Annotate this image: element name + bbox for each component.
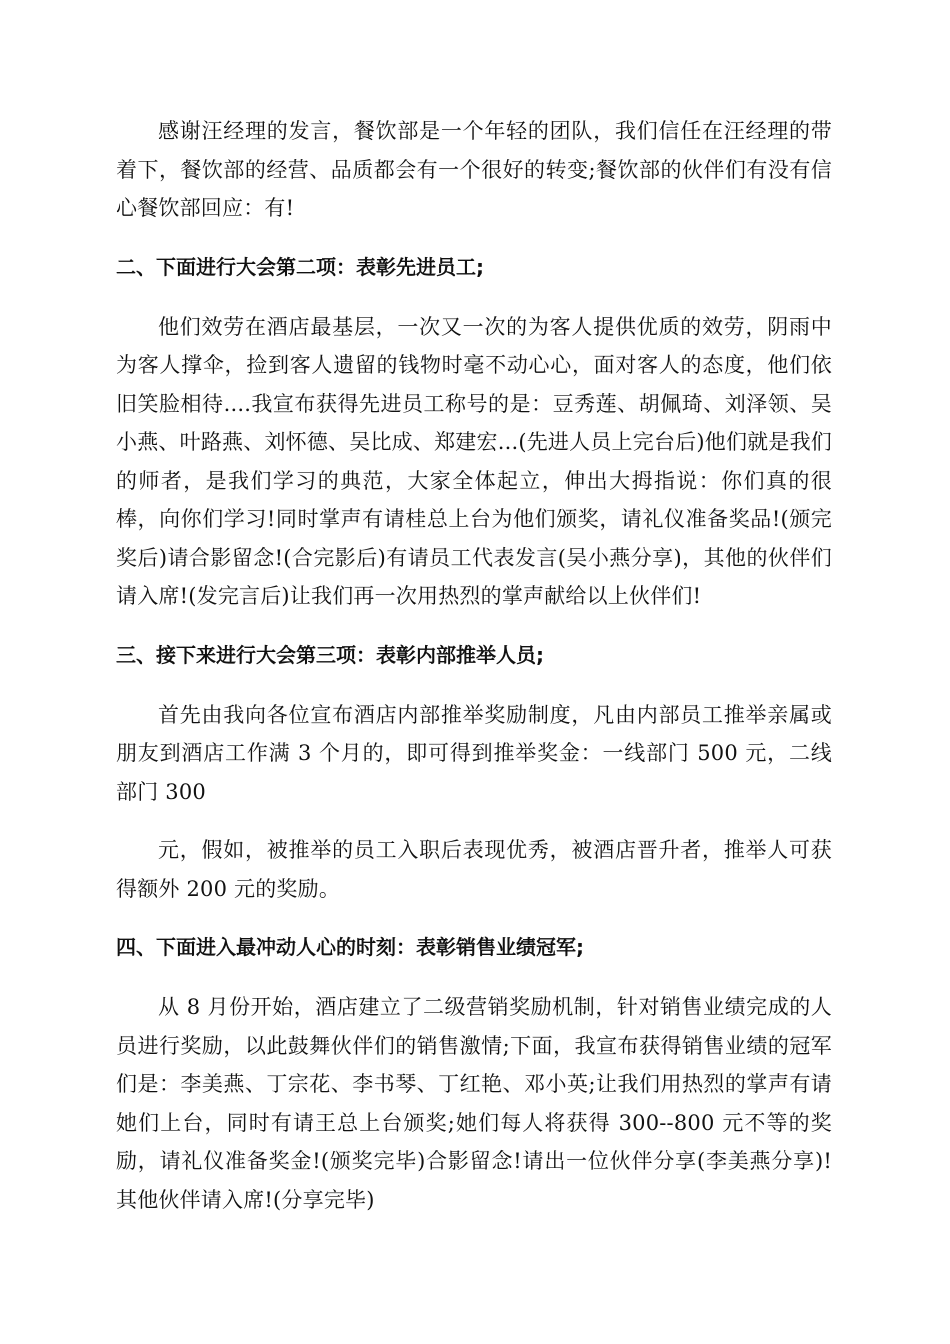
heading-section-3: 三、接下来进行大会第三项：表彰内部推举人员; [116, 642, 544, 667]
paragraph-thanks: 感谢汪经理的发言，餐饮部是一个年轻的团队，我们信任在汪经理的带着下，餐饮部的经营、品质都会有一个很好的转变;餐饮部的伙伴们有没有信心餐饮部回应：有! [116, 119, 832, 220]
document-page [116, 112, 832, 1219]
heading-section-2: 二、下面进行大会第二项：表彰先进员工; [116, 254, 484, 279]
paragraph-referral-rules: 首先由我向各位宣布酒店内部推举奖励制度，凡由内部员工推举亲属或朋友到酒店工作满 3 个月的，即可得到推举奖金：一线部门 500 元，二线部门 300 [116, 702, 832, 804]
paragraph-referral-bonus: 元，假如，被推举的员工入职后表现优秀，被酒店晋升者，推举人可获得额外 200 元的奖励。 [116, 838, 832, 901]
heading-section-4: 四、下面进入最冲动人心的时刻：表彰销售业绩冠军; [116, 935, 584, 959]
paragraph-sales-champions: 从 8 月份开始，酒店建立了二级营销奖励机制，针对销售业绩完成的人员进行奖励，以此鼓舞伙伴们的销售激情;下面，我宣布获得销售业绩的冠军们是：李美燕、丁宗花、李书琴、丁红艳、邓小英;让我们用热烈的掌声有请她们上台，同时有请王总上台颁奖;她们每人将获得 300--800 元不等的奖励，请礼仪准备奖金!(颁奖完毕)合影留念!请出一位伙伴分享(李美燕分享)!其他伙伴请入席!(分享完毕) [116, 995, 832, 1212]
paragraph-advanced-staff: 他们效劳在酒店最基层，一次又一次的为客人提供优质的效劳，阴雨中为客人撑伞，捡到客人遗留的钱物时毫不动心心，面对客人的态度，他们依旧笑脸相待....我宣布获得先进员工称号的是：豆秀莲、胡佩琦、刘泽领、吴小燕、叶路燕、刘怀德、吴比成、郑建宏...(先进人员上完台后)他们就是我们的师者，是我们学习的典范，大家全体起立，伸出大拇指说：你们真的很棒，向你们学习!同时掌声有请桂总上台为他们颁奖，请礼仪准备奖品!(颁完奖后)请合影留念!(合完影后)有请员工代表发言(吴小燕分享)，其他的伙伴们请入席!(发完言后)让我们再一次用热烈的掌声献给以上伙伴们! [116, 314, 832, 608]
